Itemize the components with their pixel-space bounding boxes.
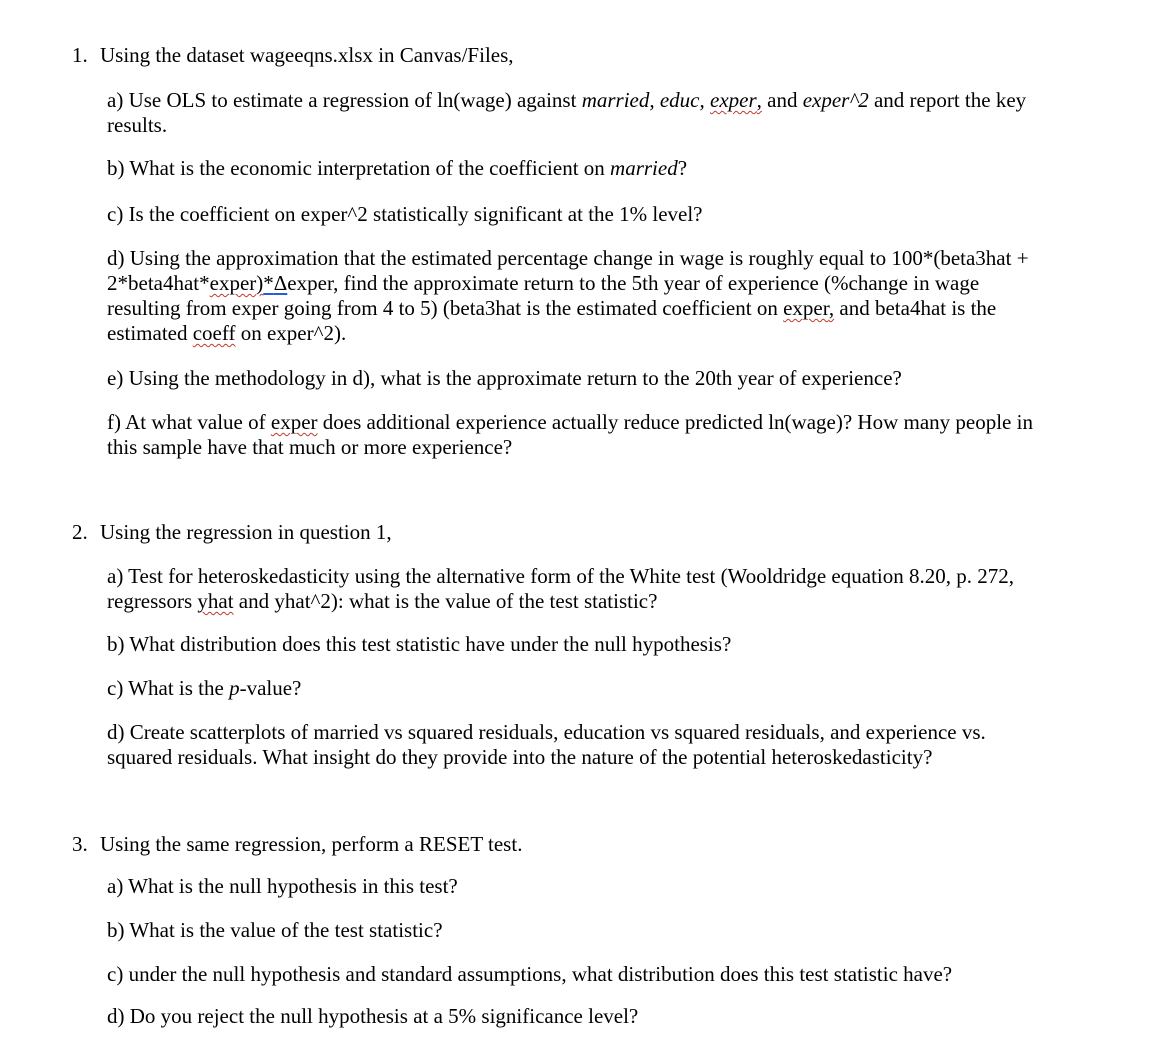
q1d-comma: , <box>828 296 835 320</box>
q2a-line-2-tail: and yhat^2): what is the value of the test statistic? <box>233 589 658 613</box>
question-2c <box>107 676 1107 701</box>
question-3a <box>107 874 1107 899</box>
q1d-line-2-tail: exper, find the approximate return to the 5th year of experience (%change in wage <box>287 271 980 295</box>
q1b-text: b) What is the economic interpretation of the coefficient on <box>107 156 611 180</box>
question-3c <box>107 962 1107 987</box>
q1a-exper-sq: exper^2 <box>802 88 869 112</box>
question-2-number: 2. <box>72 520 88 544</box>
q1f-line-1-tail: does additional experience actually reduce predicted ln(wage)? How many people in <box>317 410 1033 434</box>
question-1b <box>107 156 1107 181</box>
question-3-number: 3. <box>72 832 88 856</box>
question-1a <box>107 88 1107 138</box>
q1d-beta4: 2*beta4hat* <box>107 271 210 295</box>
q1d-exper-misspelled: exper <box>209 271 257 295</box>
question-2-text: Using the regression in question 1, <box>100 520 392 544</box>
q3c-text: c) under the null hypothesis and standard assumptions, what distribution does this test statistic have? <box>107 962 953 986</box>
q2c-end: -value? <box>239 676 302 700</box>
q2a-yhat-misspelled: yhat <box>197 589 234 613</box>
q3a-text: a) What is the null hypothesis in this test? <box>107 874 458 898</box>
q1d-estimated: estimated <box>107 321 193 345</box>
q3b-text: b) What is the value of the test statistic? <box>107 918 443 942</box>
q2d-line-2: squared residuals. What insight do they provide into the nature of the potential heteroskedasticity? <box>107 745 933 769</box>
q1e-text: e) Using the methodology in d), what is the approximate return to the 20th year of experience? <box>107 366 902 390</box>
question-2a <box>107 564 1107 614</box>
q1d-line-2 <box>107 271 1107 296</box>
q2d-line-1: d) Create scatterplots of married vs squared residuals, education vs squared residuals, and experience vs. <box>107 720 986 744</box>
q1b-end: ? <box>677 156 688 180</box>
q1a-comma: , <box>756 88 762 112</box>
q1a-vars: married, educ, <box>581 88 705 112</box>
question-1-heading <box>72 43 514 68</box>
question-1a-line-1 <box>107 88 1107 113</box>
q1d-coeff-misspelled: coeff <box>192 321 236 345</box>
q1d-line-4 <box>107 321 1107 346</box>
q1f-line-1 <box>107 410 1107 435</box>
q1a-and: and <box>761 88 803 112</box>
q2c-text: c) What is the <box>107 676 230 700</box>
question-3d <box>107 1004 1107 1029</box>
q3d-text: d) Do you reject the null hypothesis at a 5% significance level? <box>107 1004 639 1028</box>
q1d-paren: ) <box>256 271 264 295</box>
q1d-line-1: d) Using the approximation that the estimated percentage change in wage is roughly equal to 100*(beta3hat + <box>107 246 1029 270</box>
q1d-line-4-tail: on exper^2). <box>235 321 347 345</box>
q1f-line-2: this sample have that much or more experience? <box>107 435 513 459</box>
question-1c <box>107 202 1107 227</box>
question-1-number: 1. <box>72 43 88 67</box>
q2a-line-1: a) Test for heteroskedasticity using the alternative form of the White test (Wooldridge equation 8.20, p. 272, <box>107 564 1014 588</box>
question-2-heading <box>72 520 392 545</box>
q1d-star: * <box>263 271 274 295</box>
q1d-line-3 <box>107 296 1107 321</box>
question-1a-line-2: results. <box>107 113 168 137</box>
question-2b <box>107 632 1107 657</box>
question-2d <box>107 720 1107 770</box>
q1c-text: c) Is the coefficient on exper^2 statistically significant at the 1% level? <box>107 202 703 226</box>
question-3-text: Using the same regression, perform a RESET test. <box>100 832 523 856</box>
q1f-text: f) At what value of <box>107 410 271 434</box>
q2a-line-2 <box>107 589 1107 614</box>
q1d-exper-misspelled-2: exper <box>783 296 829 320</box>
q1d-line-3-text: resulting from exper going from 4 to 5) (beta3hat is the estimated coefficient on <box>107 296 784 320</box>
q2a-regressors: regressors <box>107 589 198 613</box>
q2c-p: p <box>229 676 240 700</box>
q1a-exper-misspelled: exper <box>710 88 757 112</box>
q2b-text: b) What distribution does this test statistic have under the null hypothesis? <box>107 632 732 656</box>
question-1e <box>107 366 1107 391</box>
q1f-exper-misspelled: exper <box>270 410 318 434</box>
question-3-heading <box>72 832 522 857</box>
question-1-text: Using the dataset wageeqns.xlsx in Canvas/Files, <box>100 43 514 67</box>
q1d-line-3-tail: and beta4hat is the <box>834 296 997 320</box>
q1d-delta: Δ <box>273 271 288 295</box>
q1b-married: married <box>610 156 678 180</box>
question-1d <box>107 246 1107 346</box>
q1a-text: a) Use OLS to estimate a regression of ln(wage) against <box>107 88 582 112</box>
q1a-tail: and report the key <box>868 88 1027 112</box>
question-1f <box>107 410 1107 460</box>
question-3b <box>107 918 1107 943</box>
